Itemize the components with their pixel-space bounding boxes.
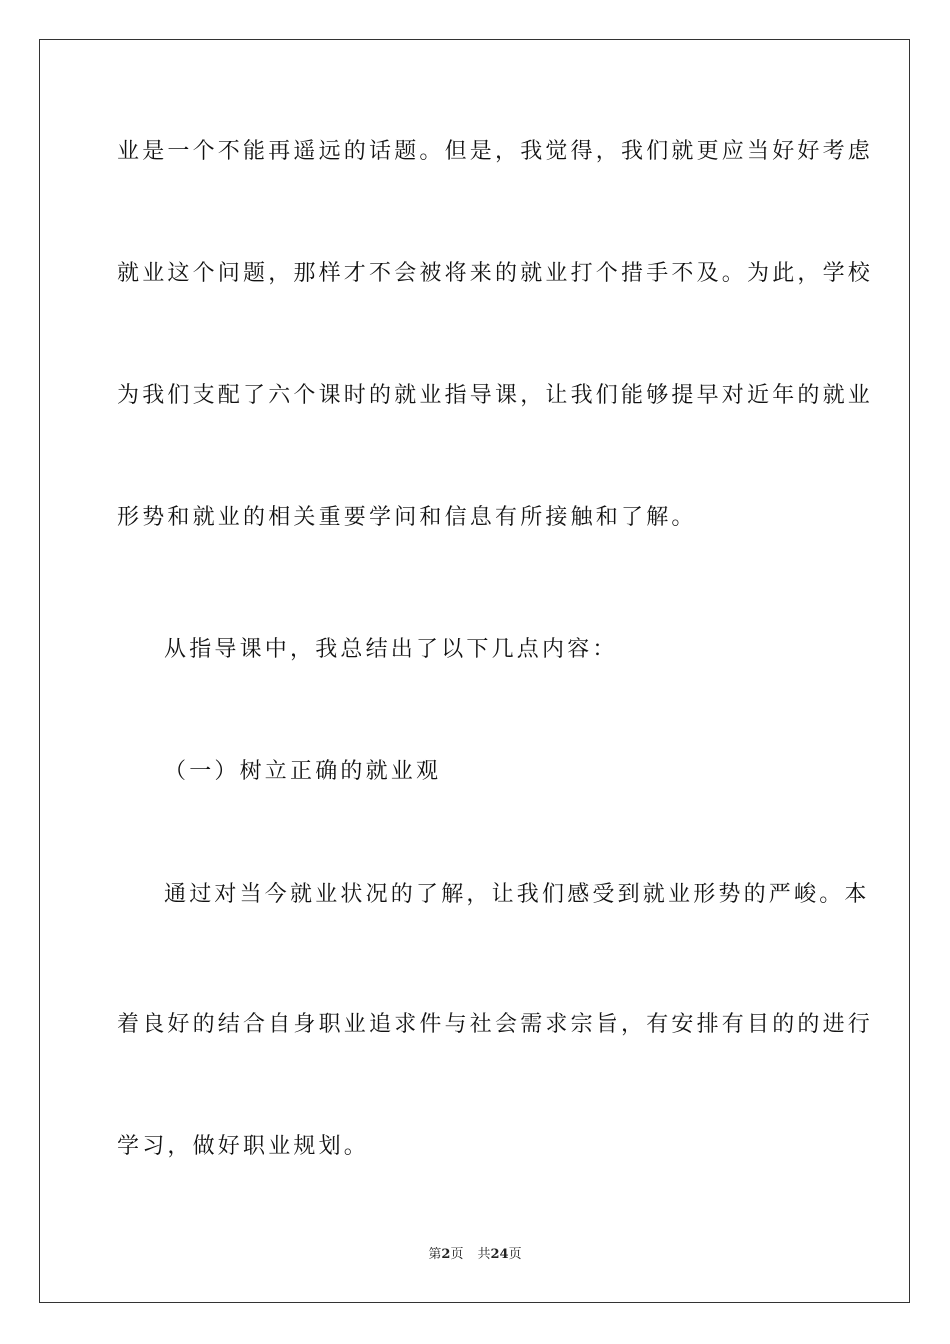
text-line-4: 形势和就业的相关重要学问和信息有所接触和了解。 [117, 505, 697, 530]
section-heading: （一）树立正确的就业观 [164, 759, 442, 784]
text-line-2: 就业这个问题，那样才不会被将来的就业打个措手不及。为此，学校 [117, 261, 874, 286]
text-line-3: 为我们支配了六个课时的就业指导课，让我们能够提早对近年的就业 [117, 383, 874, 408]
footer-total-pages: 24 [490, 1247, 509, 1262]
footer-total-prefix: 共 [477, 1247, 491, 1262]
text-line-1: 业是一个不能再遥远的话题。但是，我觉得，我们就更应当好好考虑 [117, 139, 874, 164]
footer-page-number: 2 [441, 1247, 451, 1262]
page-footer [0, 1246, 950, 1264]
text-line-9: 学习，做好职业规划。 [117, 1134, 370, 1159]
footer-total-suffix: 页 [508, 1247, 522, 1262]
footer-page-prefix: 第 [428, 1247, 442, 1262]
footer-page-suffix: 页 [450, 1247, 464, 1262]
text-line-5: 从指导课中，我总结出了以下几点内容： [164, 637, 618, 662]
page-border [39, 39, 910, 1303]
text-line-8: 着良好的结合自身职业追求件与社会需求宗旨，有安排有目的的进行 [117, 1012, 874, 1037]
text-line-7: 通过对当今就业状况的了解，让我们感受到就业形势的严峻。本 [164, 882, 870, 907]
